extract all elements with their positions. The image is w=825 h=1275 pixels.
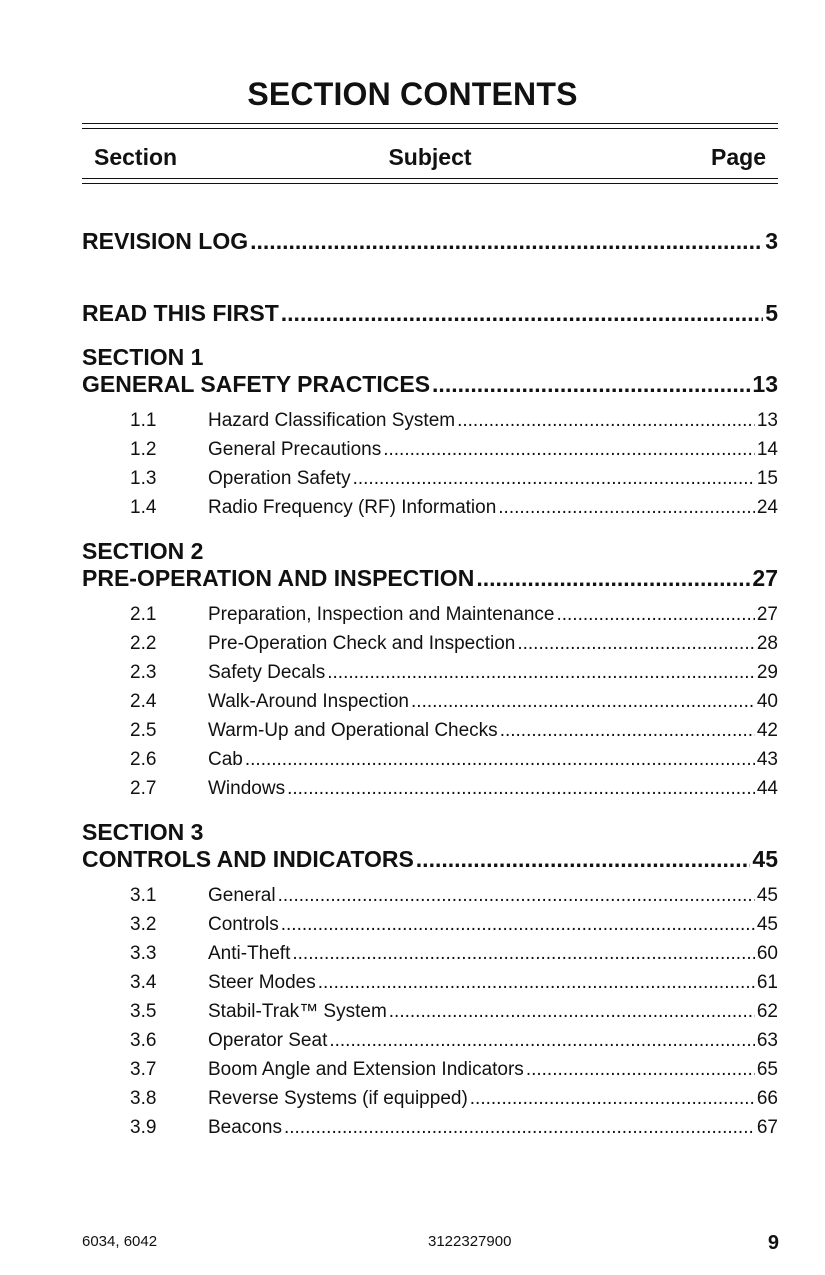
subentry-text: Reverse Systems (if equipped) — [208, 1088, 468, 1109]
toc-entry-read-this-first[interactable] — [82, 300, 778, 327]
subentry-number: 3.6 — [130, 1030, 157, 1051]
dot-leader — [556, 604, 754, 626]
toc-subentry[interactable] — [130, 691, 778, 713]
subentry-page: 66 — [756, 1088, 778, 1109]
subentry-text: Beacons — [208, 1117, 282, 1138]
subentry-page: 42 — [756, 720, 778, 741]
section-label: SECTION 3 — [82, 819, 204, 845]
subentry-page: 44 — [756, 778, 778, 799]
subentry-number: 1.2 — [130, 439, 157, 460]
subentry-text: General — [208, 885, 276, 906]
subentry-text: Pre-Operation Check and Inspection — [208, 633, 516, 654]
toc-entry-page: 13 — [752, 371, 778, 397]
subentry-number: 2.2 — [130, 633, 157, 654]
toc-subentry[interactable] — [130, 439, 778, 461]
toc-subentry[interactable] — [130, 972, 778, 994]
dot-leader — [281, 914, 755, 936]
toc-entry-page: 45 — [752, 846, 778, 872]
subentry-page: 62 — [756, 1001, 778, 1022]
toc-subentry[interactable] — [130, 1030, 778, 1052]
subentry-number: 2.6 — [130, 749, 157, 770]
dot-leader — [250, 228, 763, 255]
subentry-text: Hazard Classification System — [208, 410, 456, 431]
toc-entry-revision-log[interactable] — [82, 228, 778, 255]
column-header-page: Page — [711, 144, 766, 170]
subentry-page: 43 — [756, 749, 778, 770]
toc-entry-label: GENERAL SAFETY PRACTICES — [82, 371, 431, 397]
header-rule-bottom-inner — [82, 178, 778, 179]
footer-page-number: 9 — [767, 1232, 779, 1254]
subentry-number: 2.4 — [130, 691, 157, 712]
dot-leader — [517, 633, 755, 655]
subentry-page: 13 — [756, 410, 778, 431]
subentry-number: 3.4 — [130, 972, 157, 993]
dot-leader — [327, 662, 755, 684]
toc-entry-label: PRE-OPERATION AND INSPECTION — [82, 565, 475, 591]
subentry-number: 3.3 — [130, 943, 157, 964]
subentry-text: Stabil-Trak™ System — [208, 1001, 387, 1022]
dot-leader — [353, 468, 755, 490]
dot-leader — [476, 565, 750, 592]
dot-leader — [389, 1001, 755, 1023]
dot-leader — [432, 371, 750, 398]
subentry-number: 2.5 — [130, 720, 157, 741]
header-rule-bottom — [82, 183, 778, 184]
subentry-page: 65 — [756, 1059, 778, 1080]
subentry-text: Preparation, Inspection and Maintenance — [208, 604, 555, 625]
toc-entry-label: READ THIS FIRST — [82, 300, 279, 326]
dot-leader — [470, 1088, 755, 1110]
dot-leader — [526, 1059, 755, 1081]
subentry-text: Controls — [208, 914, 279, 935]
subentry-text: Operator Seat — [208, 1030, 328, 1051]
subentry-number: 3.1 — [130, 885, 157, 906]
toc-subentry[interactable] — [130, 1117, 778, 1139]
toc-subentry[interactable] — [130, 662, 778, 684]
toc-subentry[interactable] — [130, 410, 778, 432]
dot-leader — [500, 720, 755, 742]
subentry-number: 1.4 — [130, 497, 157, 518]
section-label: SECTION 2 — [82, 538, 204, 564]
toc-subentry[interactable] — [130, 778, 778, 800]
dot-leader — [292, 943, 754, 965]
toc-subentry[interactable] — [130, 943, 778, 965]
dot-leader — [411, 691, 755, 713]
dot-leader — [281, 300, 763, 327]
subentry-page: 14 — [756, 439, 778, 460]
page-title: SECTION CONTENTS — [247, 76, 578, 112]
subentry-page: 45 — [756, 914, 778, 935]
subentry-page: 60 — [756, 943, 778, 964]
subentry-number: 2.1 — [130, 604, 157, 625]
subentry-page: 61 — [756, 972, 778, 993]
subentry-number: 2.7 — [130, 778, 157, 799]
toc-entry-label: CONTROLS AND INDICATORS — [82, 846, 414, 872]
subentry-number: 3.2 — [130, 914, 157, 935]
subentry-number: 2.3 — [130, 662, 157, 683]
subentry-text: Windows — [208, 778, 286, 799]
subentry-text: Warm-Up and Operational Checks — [208, 720, 498, 741]
toc-subentry[interactable] — [130, 497, 778, 519]
toc-subentry[interactable] — [130, 1059, 778, 1081]
toc-entry-page: 5 — [765, 300, 778, 326]
dot-leader — [245, 749, 755, 771]
subentry-number: 3.5 — [130, 1001, 157, 1022]
subentry-page: 40 — [756, 691, 778, 712]
toc-entry-page: 3 — [765, 228, 778, 254]
column-header-subject: Subject — [388, 144, 472, 170]
toc-entry-page: 27 — [752, 565, 778, 591]
subentry-page: 67 — [756, 1117, 778, 1138]
dot-leader — [278, 885, 755, 907]
subentry-text: Walk-Around Inspection — [208, 691, 410, 712]
toc-subentry[interactable] — [130, 720, 778, 742]
subentry-page: 45 — [756, 885, 778, 906]
dot-leader — [383, 439, 755, 461]
subentry-text: Cab — [208, 749, 243, 770]
toc-subentry[interactable] — [130, 1001, 778, 1023]
dot-leader — [416, 846, 751, 873]
dot-leader — [318, 972, 755, 994]
subentry-page: 29 — [756, 662, 778, 683]
toc-section-title[interactable] — [82, 565, 778, 592]
header-rule-top — [82, 123, 778, 124]
subentry-page: 63 — [756, 1030, 778, 1051]
toc-subentry[interactable] — [130, 468, 778, 490]
subentry-number: 3.8 — [130, 1088, 157, 1109]
column-header-section: Section — [94, 144, 178, 170]
subentry-page: 27 — [756, 604, 778, 625]
toc-subentry[interactable] — [130, 604, 778, 626]
toc-section-title[interactable] — [82, 371, 778, 398]
footer-models: 6034, 6042 — [82, 1233, 158, 1250]
dot-leader — [498, 497, 755, 519]
subentry-page: 15 — [756, 468, 778, 489]
subentry-number: 1.1 — [130, 410, 157, 431]
toc-section-title[interactable] — [82, 846, 778, 873]
toc-subentry[interactable] — [130, 885, 778, 907]
toc-subentry[interactable] — [130, 1088, 778, 1110]
toc-subentry[interactable] — [130, 749, 778, 771]
footer-doc-number: 3122327900 — [428, 1233, 512, 1250]
subentry-text: Operation Safety — [208, 468, 351, 489]
subentry-number: 3.7 — [130, 1059, 157, 1080]
subentry-text: Boom Angle and Extension Indicators — [208, 1059, 524, 1080]
subentry-number: 1.3 — [130, 468, 157, 489]
toc-subentry[interactable] — [130, 914, 778, 936]
subentry-page: 24 — [756, 497, 778, 518]
dot-leader — [457, 410, 755, 432]
subentry-number: 3.9 — [130, 1117, 157, 1138]
subentry-text: Steer Modes — [208, 972, 316, 993]
subentry-text: Safety Decals — [208, 662, 326, 683]
subentry-page: 28 — [756, 633, 778, 654]
dot-leader — [284, 1117, 755, 1139]
dot-leader — [329, 1030, 755, 1052]
subentry-text: Radio Frequency (RF) Information — [208, 497, 497, 518]
subentry-text: General Precautions — [208, 439, 382, 460]
header-rule-top-inner — [82, 128, 778, 129]
toc-entry-label: REVISION LOG — [82, 228, 249, 254]
subentry-text: Anti-Theft — [208, 943, 291, 964]
toc-subentry[interactable] — [130, 633, 778, 655]
section-label: SECTION 1 — [82, 344, 204, 370]
dot-leader — [287, 778, 755, 800]
